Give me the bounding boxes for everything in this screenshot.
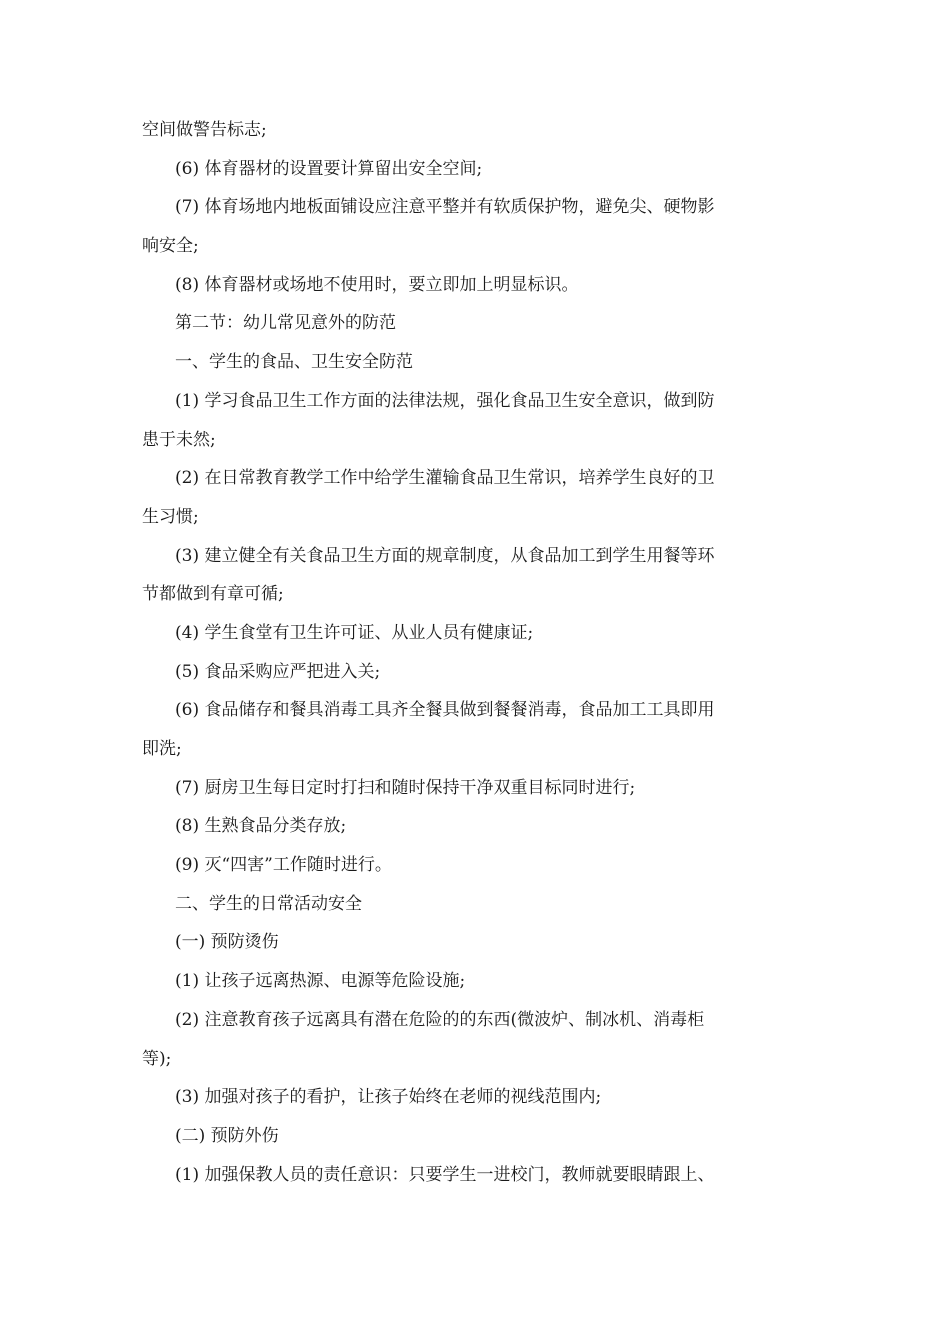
text-line: (5) 食品采购应严把进入关; (175, 661, 381, 682)
subsection-heading: 一、学生的食品、卫生安全防范 (175, 352, 413, 373)
sub-subsection-heading: (一) 预防烫伤 (175, 932, 279, 953)
text-line: 空间做警告标志; (142, 120, 267, 140)
text-line: (6) 食品储存和餐具消毒工具齐全餐具做到餐餐消毒，食品加工工具即用 (175, 700, 715, 721)
sub-subsection-heading: (二) 预防外伤 (175, 1125, 279, 1146)
text-line: (9) 灭“四害”工作随时进行。 (175, 855, 392, 876)
text-line: (8) 体育器材或场地不使用时，要立即加上明显标识。 (175, 274, 579, 295)
text-line: 响安全; (142, 236, 199, 257)
text-line: (3) 建立健全有关食品卫生方面的规章制度，从食品加工到学生用餐等环 (175, 545, 715, 566)
text-line: (1) 学习食品卫生工作方面的法律法规，强化食品卫生安全意识，做到防 (175, 390, 715, 411)
text-line: 节都做到有章可循; (142, 584, 284, 605)
text-line: (4) 学生食堂有卫生许可证、从业人员有健康证; (175, 622, 534, 643)
text-line: 患于未然; (142, 429, 216, 450)
subsection-heading: 二、学生的日常活动安全 (175, 893, 362, 914)
text-line: 等); (142, 1048, 172, 1069)
text-line: 生习惯; (142, 506, 199, 527)
text-line: (2) 注意教育孩子远离具有潜在危险的的东西(微波炉、制冰机、消毒柜 (175, 1009, 705, 1030)
text-line: 即洗; (142, 739, 182, 759)
text-line: (3) 加强对孩子的看护，让孩子始终在老师的视线范围内; (175, 1087, 602, 1108)
text-line: (8) 生熟食品分类存放; (175, 816, 347, 837)
text-line: (2) 在日常教育教学工作中给学生灌输食品卫生常识，培养学生良好的卫 (175, 468, 715, 489)
text-line: (1) 加强保教人员的责任意识：只要学生一进校门，教师就要眼睛跟上、 (175, 1164, 715, 1185)
text-line: (7) 厨房卫生每日定时打扫和随时保持干净双重目标同时进行; (175, 777, 636, 798)
text-line: (7) 体育场地内地板面铺设应注意平整并有软质保护物，避免尖、硬物影 (175, 197, 715, 218)
section-heading: 第二节：幼儿常见意外的防范 (175, 313, 396, 334)
text-line: (1) 让孩子远离热源、电源等危险设施; (175, 971, 466, 992)
document-body (142, 111, 802, 1194)
text-line: (6) 体育器材的设置要计算留出安全空间; (175, 158, 483, 179)
